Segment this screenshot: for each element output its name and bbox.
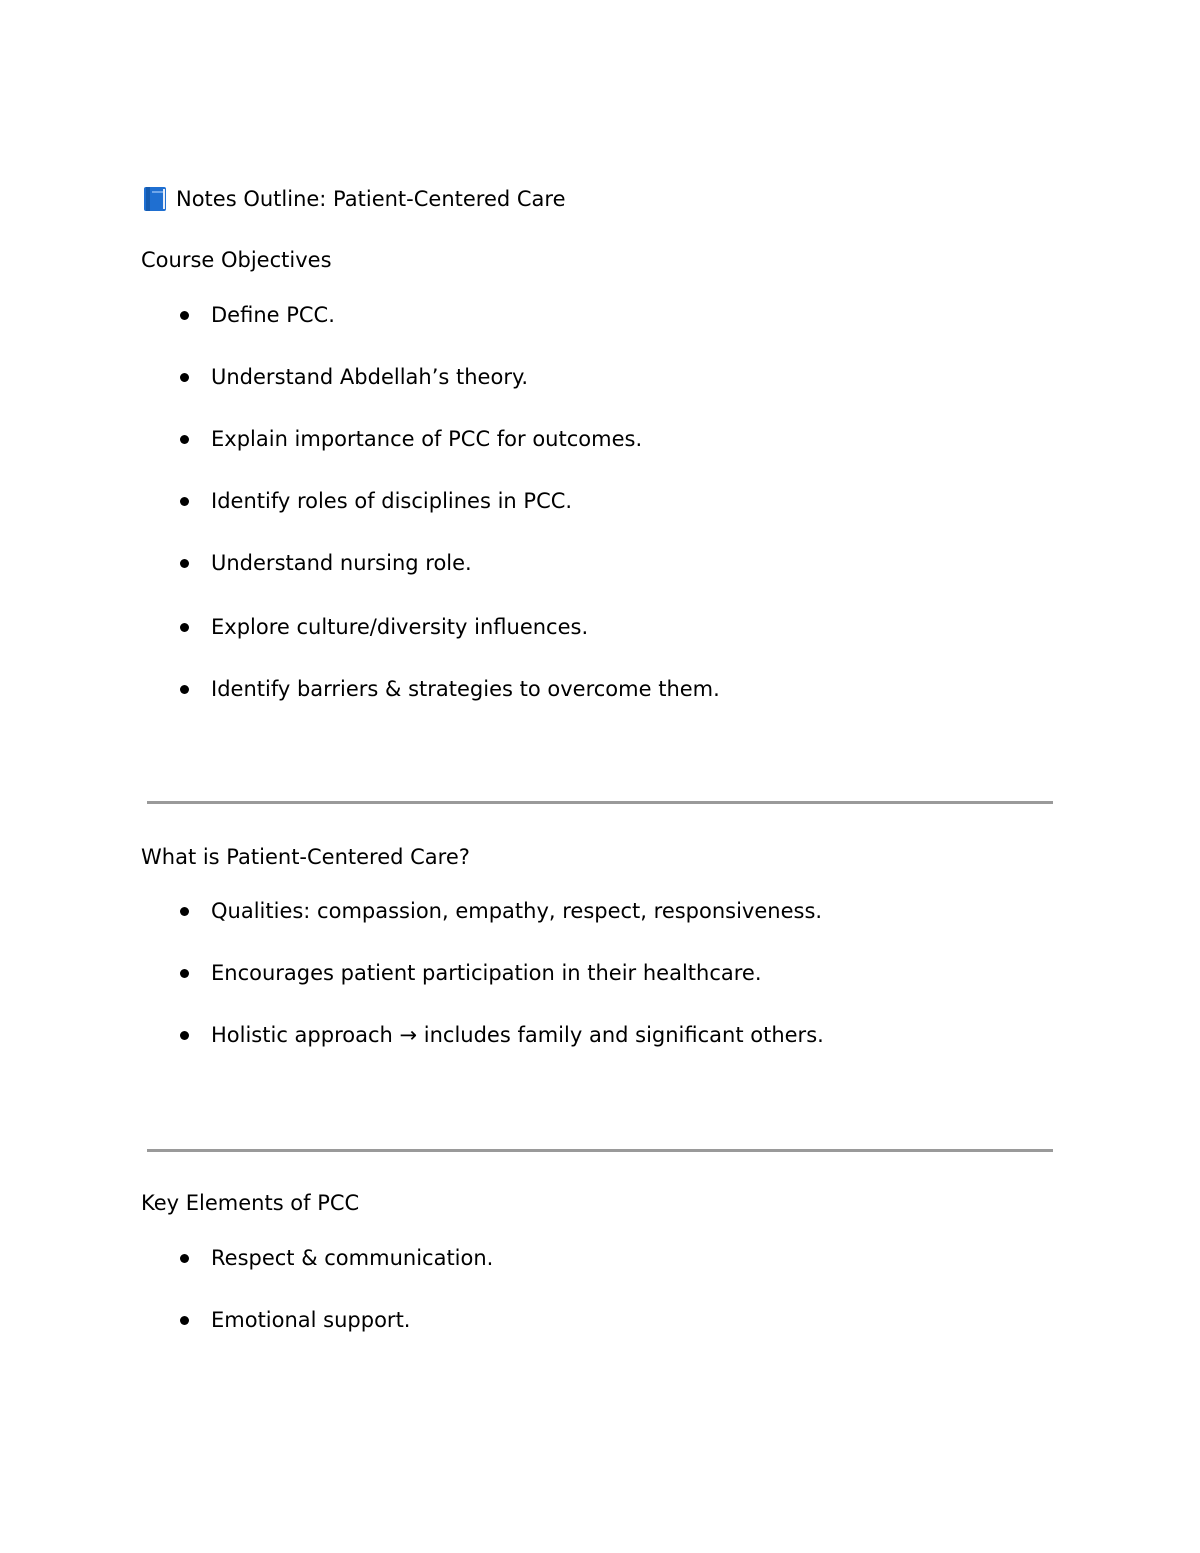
- section-heading-key-elements: Key Elements of PCC: [141, 1191, 360, 1215]
- bullet-icon: [180, 1316, 189, 1325]
- bullet-icon: [180, 435, 189, 444]
- bullet-icon: [180, 1254, 189, 1263]
- bullet-icon: [180, 685, 189, 694]
- bullet-icon: [180, 1031, 189, 1040]
- section-heading-course-objectives: Course Objectives: [141, 248, 332, 272]
- section-divider: [147, 1149, 1053, 1152]
- blue-book-icon: [143, 186, 167, 212]
- bullet-icon: [180, 559, 189, 568]
- bullet-icon: [180, 311, 189, 320]
- title-text: Notes Outline: Patient-Centered Care: [176, 187, 566, 211]
- bullet-icon: [180, 373, 189, 382]
- bullet-icon: [180, 907, 189, 916]
- bullet-icon: [180, 969, 189, 978]
- section-divider: [147, 801, 1053, 804]
- document-title: [143, 186, 566, 212]
- bullet-icon: [180, 623, 189, 632]
- document-page: Notes Outline: Patient-Centered Care Course Objectives Define PCC. Understand Abdellah’s theory. Explain importance of PCC for outcomes. Identify roles of disciplines in PCC. Understand nursing role. Explore culture/diversity influences. Identify barriers & strategies to overcome them. What is Patient-Centered Care? Qualities: compassion, empathy, respect, responsiveness. Encourages patient participation in their healthcare. Holistic approach → includes family and significant others. Key Elements of PCC Respect & communication. Emotional support.: [0, 0, 1200, 1553]
- bullet-icon: [180, 497, 189, 506]
- section-heading-what-is-pcc: What is Patient-Centered Care?: [141, 845, 470, 869]
